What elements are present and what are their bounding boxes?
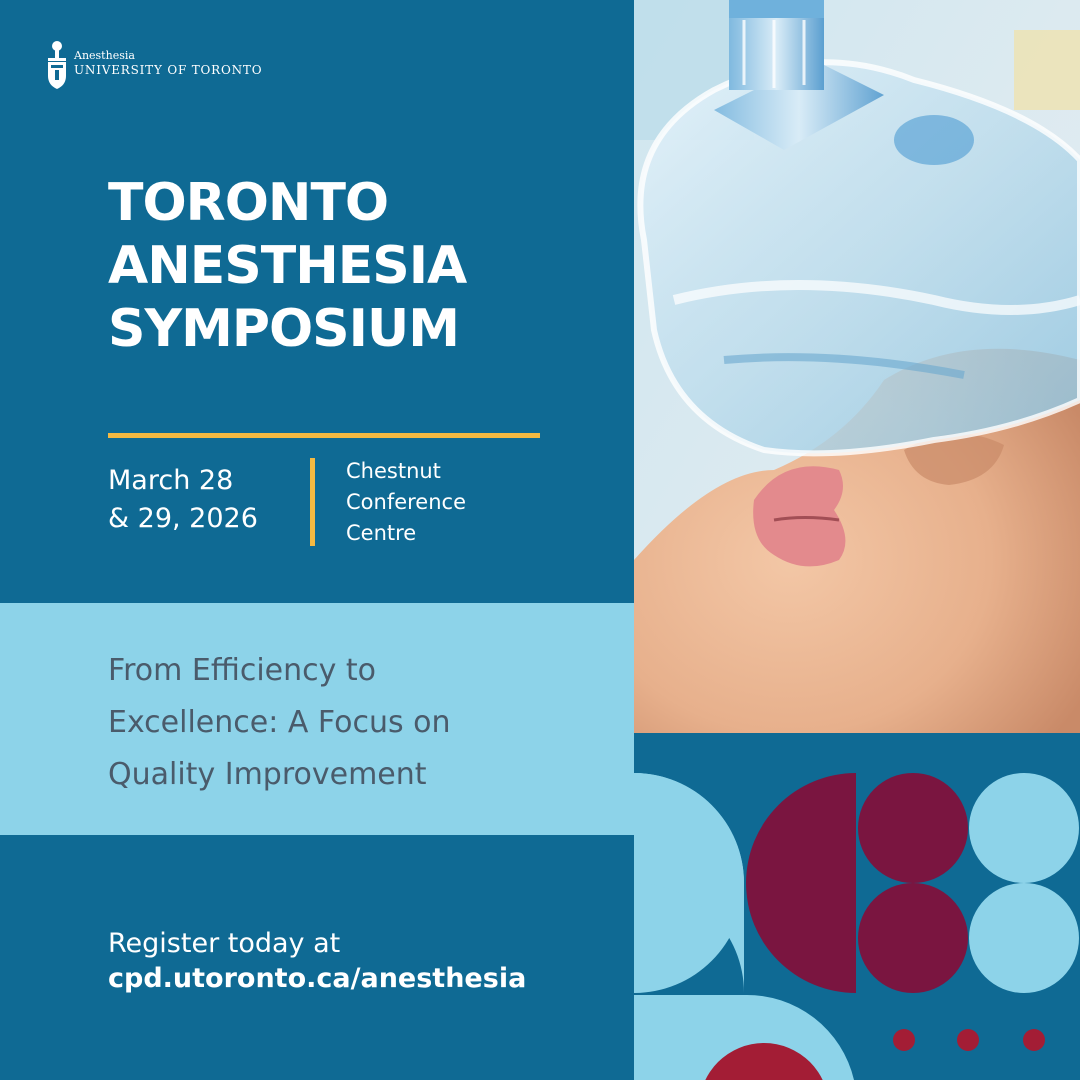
gold-divider — [108, 433, 540, 438]
theme-line: From Efficiency to — [108, 653, 377, 688]
title-line: TORONTO — [108, 173, 389, 233]
department-name: Anesthesia — [74, 49, 135, 62]
event-venue — [346, 456, 466, 549]
theme-line: Excellence: A Focus on — [108, 705, 451, 740]
theme-line: Quality Improvement — [108, 757, 427, 792]
crest-icon — [46, 40, 68, 90]
event-theme — [108, 645, 451, 801]
pattern-shapes — [634, 733, 1080, 1080]
venue-line: Conference — [346, 490, 467, 514]
venue-line: Chestnut — [346, 459, 441, 483]
registration-link[interactable]: cpd.utoronto.ca/anesthesia — [108, 963, 527, 994]
geometric-pattern — [634, 733, 1080, 1080]
date-line: March 28 — [108, 465, 234, 496]
venue-line: Centre — [346, 521, 417, 545]
university-name: UNIVERSITY OF TORONTO — [74, 63, 263, 77]
event-title — [108, 172, 466, 361]
title-line: SYMPOSIUM — [108, 299, 459, 359]
title-line: ANESTHESIA — [108, 236, 467, 296]
mask-illustration — [634, 0, 1080, 733]
vertical-divider — [310, 458, 315, 546]
university-logo — [46, 40, 262, 90]
event-date — [108, 462, 258, 538]
date-line: & 29, 2026 — [108, 503, 258, 534]
register-prompt: Register today at — [108, 928, 341, 959]
anesthesia-mask-photo — [634, 0, 1080, 733]
